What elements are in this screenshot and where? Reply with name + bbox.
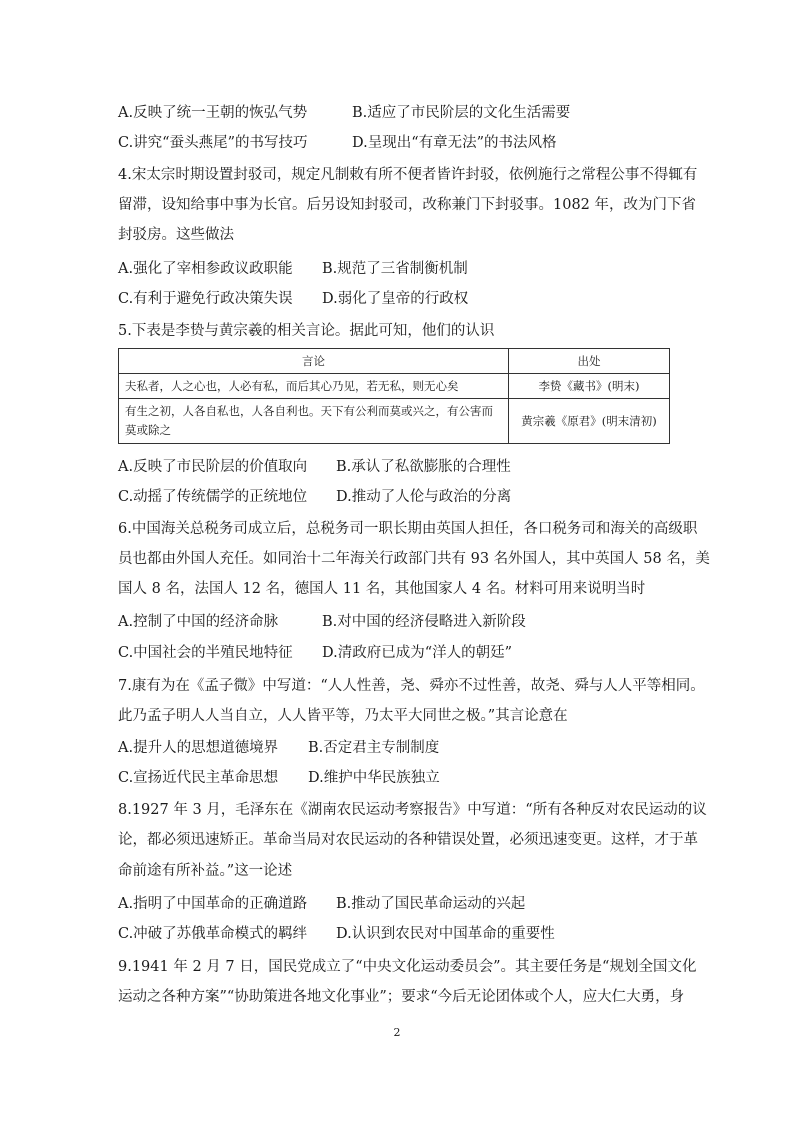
q8-stem-line-3: 命前途有所补益。”这一论述 xyxy=(118,863,293,879)
q6-option-a: A.控制了中国的经济命脉 xyxy=(118,614,279,630)
q3-option-b: B.适应了市民阶层的文化生活需要 xyxy=(352,105,571,121)
q7-option-a: A.提升人的思想道德境界 xyxy=(118,740,279,756)
q5-stem: 5.下表是李贽与黄宗羲的相关言论。据此可知，他们的认识 xyxy=(118,323,495,339)
q3-option-a: A.反映了统一王朝的恢弘气势 xyxy=(118,105,308,121)
page-number: 2 xyxy=(393,1026,401,1039)
q8-option-b: B.推动了国民革命运动的兴起 xyxy=(336,896,526,912)
q6-stem-line-2: 员也都由外国人充任。如同治十二年海关行政部门共有 93 名外国人，其中英国人 58 名，美 xyxy=(118,551,710,567)
q5-table-quote-1 xyxy=(119,374,509,399)
q8-stem-line-2: 论，都必须迅速矫正。革命当局对农民运动的各种错误处置，必须迅速变更。这样，才于革 xyxy=(118,832,698,848)
q4-option-a: A.强化了宰相参政议政职能 xyxy=(118,261,293,277)
q5-quote-1-line-1: 夫私者，人之心也，人必有私，而后其心乃见，若无私，则无心矣 xyxy=(125,379,459,393)
q6-stem-line-3: 国人 8 名，法国人 12 名，德国人 11 名，其他国家人 4 名。材料可用来说明当时 xyxy=(118,581,646,597)
q6-option-c: C.中国社会的半殖民地特征 xyxy=(118,645,293,661)
q8-stem-line-1: 8.1927 年 3 月，毛泽东在《湖南农民运动考察报告》中写道：“所有各种反对农民运动的议 xyxy=(118,802,707,818)
q9-stem-line-2: 运动之各种方案”“协助策进各地文化事业”；要求“今后无论团体或个人，应大仁大勇，身 xyxy=(118,989,685,1005)
q5-table-header-source: 出处 xyxy=(509,349,670,374)
q7-option-c: C.宣扬近代民主革命思想 xyxy=(118,770,279,786)
q4-stem-line-1: 4.宋太宗时期设置封驳司，规定凡制敕有所不便者皆许封驳，依例施行之常程公事不得辄有 xyxy=(118,167,698,183)
q5-table-source-2: 黄宗羲《原君》(明末清初) xyxy=(509,399,670,444)
q3-option-c: C.讲究“蚕头燕尾”的书写技巧 xyxy=(118,135,308,151)
q5-option-d: D.推动了人伦与政治的分离 xyxy=(336,489,512,505)
q6-option-b: B.对中国的经济侵略进入新阶段 xyxy=(322,614,526,630)
q5-option-a: A.反映了市民阶层的价值取向 xyxy=(118,459,308,475)
q4-option-d: D.弱化了皇帝的行政权 xyxy=(322,291,469,307)
q9-stem-line-1: 9.1941 年 2 月 7 日，国民党成立了“中央文化运动委员会”。其主要任务是“规划全国文化 xyxy=(118,959,697,975)
q5-quote-2-line-1: 有生之初，人各自私也，人各自利也。天下有公利而莫或兴之，有公害而 xyxy=(125,404,493,418)
q5-table-source-1: 李贽《藏书》(明末) xyxy=(509,374,670,399)
q6-option-d: D.清政府已成为“洋人的朝廷” xyxy=(322,645,513,661)
q4-option-b: B.规范了三省制衡机制 xyxy=(322,261,468,277)
q5-table-header-quote: 言论 xyxy=(119,349,509,374)
q5-table xyxy=(118,348,670,444)
q7-option-b: B.否定君主专制制度 xyxy=(308,740,440,756)
q8-option-c: C.冲破了苏俄革命模式的羁绊 xyxy=(118,926,308,942)
q5-table-quote-2 xyxy=(119,399,509,444)
q6-stem-line-1: 6.中国海关总税务司成立后，总税务司一职长期由英国人担任，各口税务司和海关的高级职 xyxy=(118,521,698,537)
q7-option-d: D.维护中华民族独立 xyxy=(308,770,440,786)
q7-stem-line-1: 7.康有为在《孟子微》中写道：“人人性善，尧、舜亦不过性善，故尧、舜与人人平等相同。 xyxy=(118,678,705,694)
q4-stem-line-3: 封驳房。这些做法 xyxy=(118,227,234,243)
q5-option-b: B.承认了私欲膨胀的合理性 xyxy=(336,459,511,475)
q8-option-a: A.指明了中国革命的正确道路 xyxy=(118,896,308,912)
q3-option-d: D.呈现出“有章无法”的书法风格 xyxy=(352,135,557,151)
q5-option-c: C.动摇了传统儒学的正统地位 xyxy=(118,489,308,505)
q4-stem-line-2: 留滞，设知给事中事为长官。后另设知封驳司，改称兼门下封驳事。1082 年，改为门下省 xyxy=(118,197,697,213)
q4-option-c: C.有利于避免行政决策失误 xyxy=(118,291,293,307)
q8-option-d: D.认识到农民对中国革命的重要性 xyxy=(336,926,555,942)
q7-stem-line-2: 此乃孟子明人人当自立，人人皆平等，乃太平大同世之极。”其言论意在 xyxy=(118,708,568,724)
q5-quote-2-line-2: 莫或除之 xyxy=(125,423,171,437)
